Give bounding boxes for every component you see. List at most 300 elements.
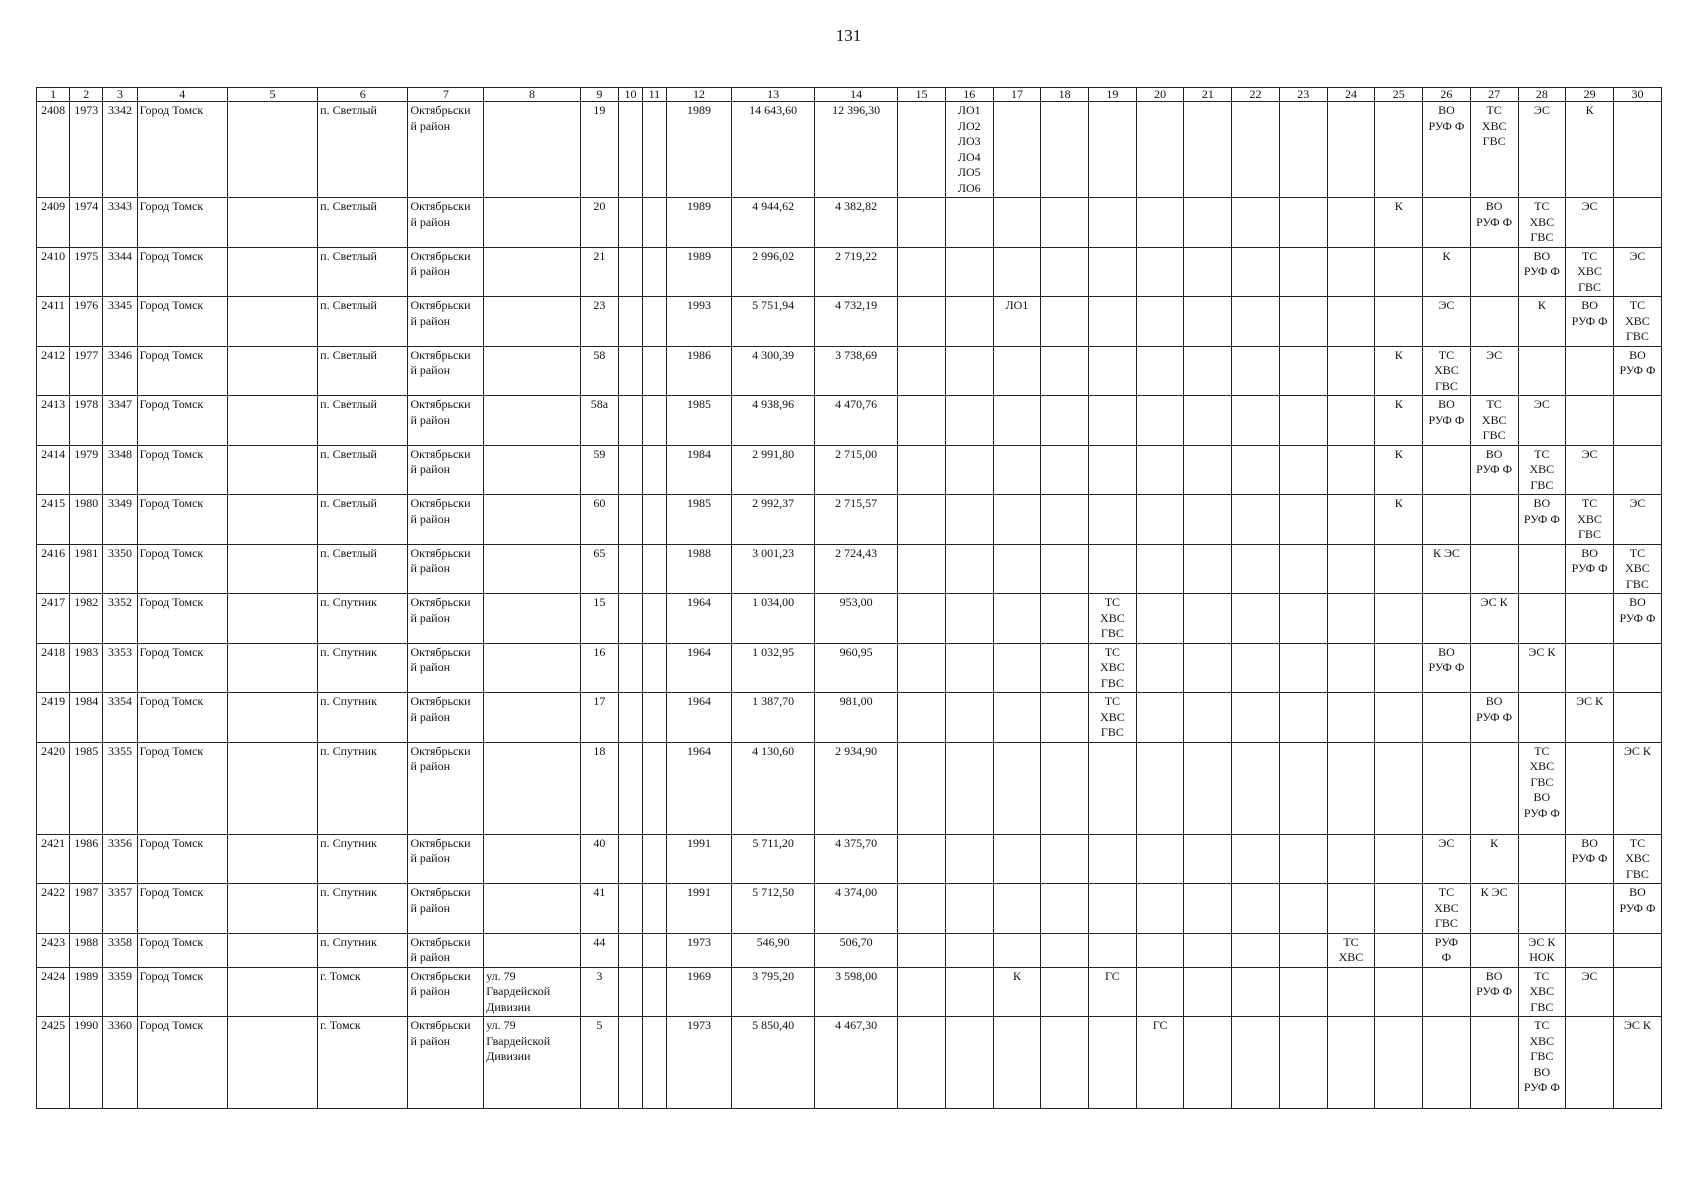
cell-col-13: 3 001,23 — [732, 544, 815, 594]
column-header-22: 22 — [1232, 88, 1280, 102]
cell-col-15 — [898, 102, 946, 198]
cell-col-27: ВО РУФ Ф — [1470, 445, 1518, 495]
cell-col-16 — [945, 346, 993, 396]
cell-col-7: Октябрьски й район — [408, 742, 484, 834]
cell-col-21 — [1184, 834, 1232, 884]
cell-col-7: Октябрьски й район — [408, 884, 484, 934]
cell-col-4: Город Томск — [137, 445, 227, 495]
cell-col-17 — [993, 346, 1041, 396]
cell-col-7: Октябрьски й район — [408, 198, 484, 248]
column-header-19: 19 — [1089, 88, 1137, 102]
cell-col-2: 1979 — [70, 445, 103, 495]
cell-col-8 — [484, 933, 581, 967]
cell-col-17 — [993, 742, 1041, 834]
cell-col-3: 3343 — [103, 198, 137, 248]
cell-col-17 — [993, 1017, 1041, 1109]
cell-col-19 — [1089, 834, 1137, 884]
cell-col-10 — [619, 544, 643, 594]
cell-col-5 — [227, 742, 317, 834]
cell-col-21 — [1184, 102, 1232, 198]
page-number: 131 — [835, 26, 862, 45]
cell-col-29: К — [1566, 102, 1614, 198]
cell-col-19 — [1089, 1017, 1137, 1109]
cell-col-5 — [227, 544, 317, 594]
cell-col-14: 2 715,00 — [815, 445, 898, 495]
cell-col-21 — [1184, 544, 1232, 594]
cell-col-23 — [1279, 247, 1327, 297]
cell-col-27: ТС ХВС ГВС — [1470, 396, 1518, 446]
cell-col-18 — [1041, 1017, 1089, 1109]
cell-col-20 — [1136, 495, 1184, 545]
cell-col-5 — [227, 346, 317, 396]
cell-col-29: ВО РУФ Ф — [1566, 297, 1614, 347]
cell-col-25 — [1375, 643, 1423, 693]
cell-col-16 — [945, 933, 993, 967]
cell-col-30: ВО РУФ Ф — [1613, 884, 1661, 934]
column-header-11: 11 — [642, 88, 666, 102]
cell-col-19: ТС ХВС ГВС — [1089, 693, 1137, 743]
cell-col-28: ВО РУФ Ф — [1518, 495, 1566, 545]
cell-col-25: К — [1375, 495, 1423, 545]
cell-col-11 — [642, 445, 666, 495]
cell-col-3: 3359 — [103, 967, 137, 1017]
cell-col-30: ТС ХВС ГВС — [1613, 834, 1661, 884]
cell-col-2: 1975 — [70, 247, 103, 297]
cell-col-27: ЭС — [1470, 346, 1518, 396]
cell-col-2: 1973 — [70, 102, 103, 198]
cell-col-29: ЭС — [1566, 445, 1614, 495]
cell-col-28: ТС ХВС ГВС — [1518, 445, 1566, 495]
column-header-20: 20 — [1136, 88, 1184, 102]
table-row — [37, 967, 1662, 1017]
cell-col-15 — [898, 643, 946, 693]
cell-col-21 — [1184, 247, 1232, 297]
cell-col-28 — [1518, 884, 1566, 934]
cell-col-15 — [898, 884, 946, 934]
cell-col-20 — [1136, 198, 1184, 248]
cell-col-23 — [1279, 495, 1327, 545]
cell-col-14: 981,00 — [815, 693, 898, 743]
column-header-27: 27 — [1470, 88, 1518, 102]
cell-col-25 — [1375, 933, 1423, 967]
cell-col-7: Октябрьски й район — [408, 297, 484, 347]
cell-col-22 — [1232, 495, 1280, 545]
cell-col-17 — [993, 445, 1041, 495]
cell-col-16 — [945, 693, 993, 743]
cell-col-27 — [1470, 544, 1518, 594]
cell-col-7: Октябрьски й район — [408, 544, 484, 594]
cell-col-23 — [1279, 396, 1327, 446]
cell-col-22 — [1232, 544, 1280, 594]
cell-col-12: 1969 — [666, 967, 731, 1017]
cell-col-1: 2421 — [37, 834, 70, 884]
column-header-5: 5 — [227, 88, 317, 102]
cell-col-3: 3347 — [103, 396, 137, 446]
cell-col-20 — [1136, 247, 1184, 297]
cell-col-6: п. Спутник — [318, 933, 408, 967]
cell-col-21 — [1184, 1017, 1232, 1109]
cell-col-16 — [945, 198, 993, 248]
cell-col-11 — [642, 297, 666, 347]
cell-col-17 — [993, 495, 1041, 545]
cell-col-26 — [1423, 445, 1471, 495]
cell-col-18 — [1041, 933, 1089, 967]
cell-col-19: ТС ХВС ГВС — [1089, 643, 1137, 693]
register-table — [36, 87, 1662, 1109]
cell-col-20 — [1136, 933, 1184, 967]
cell-col-10 — [619, 445, 643, 495]
cell-col-5 — [227, 198, 317, 248]
cell-col-15 — [898, 445, 946, 495]
cell-col-2: 1990 — [70, 1017, 103, 1109]
cell-col-18 — [1041, 693, 1089, 743]
cell-col-18 — [1041, 198, 1089, 248]
cell-col-19: ТС ХВС ГВС — [1089, 594, 1137, 644]
cell-col-5 — [227, 445, 317, 495]
cell-col-10 — [619, 396, 643, 446]
cell-col-24 — [1327, 693, 1375, 743]
cell-col-16 — [945, 643, 993, 693]
cell-col-16 — [945, 396, 993, 446]
cell-col-20 — [1136, 346, 1184, 396]
column-header-10: 10 — [619, 88, 643, 102]
cell-col-21 — [1184, 884, 1232, 934]
column-header-18: 18 — [1041, 88, 1089, 102]
cell-col-4: Город Томск — [137, 742, 227, 834]
cell-col-1: 2420 — [37, 742, 70, 834]
cell-col-5 — [227, 884, 317, 934]
cell-col-25 — [1375, 102, 1423, 198]
cell-col-13: 5 711,20 — [732, 834, 815, 884]
cell-col-18 — [1041, 742, 1089, 834]
cell-col-2: 1980 — [70, 495, 103, 545]
cell-col-29: ЭС К — [1566, 693, 1614, 743]
cell-col-1: 2415 — [37, 495, 70, 545]
cell-col-6: п. Спутник — [318, 884, 408, 934]
cell-col-20 — [1136, 297, 1184, 347]
cell-col-30: ЭС К — [1613, 742, 1661, 834]
cell-col-26: РУФ Ф — [1423, 933, 1471, 967]
cell-col-8 — [484, 834, 581, 884]
column-header-4: 4 — [137, 88, 227, 102]
cell-col-15 — [898, 198, 946, 248]
cell-col-8 — [484, 102, 581, 198]
cell-col-15 — [898, 1017, 946, 1109]
cell-col-8 — [484, 346, 581, 396]
cell-col-13: 2 991,80 — [732, 445, 815, 495]
cell-col-7: Октябрьски й район — [408, 247, 484, 297]
cell-col-3: 3356 — [103, 834, 137, 884]
cell-col-10 — [619, 247, 643, 297]
cell-col-22 — [1232, 693, 1280, 743]
cell-col-13: 4 300,39 — [732, 346, 815, 396]
cell-col-9: 60 — [580, 495, 618, 545]
cell-col-9: 41 — [580, 884, 618, 934]
cell-col-18 — [1041, 834, 1089, 884]
cell-col-3: 3352 — [103, 594, 137, 644]
cell-col-23 — [1279, 933, 1327, 967]
cell-col-22 — [1232, 247, 1280, 297]
cell-col-17 — [993, 396, 1041, 446]
cell-col-28: ТС ХВС ГВС ВО РУФ Ф — [1518, 1017, 1566, 1109]
cell-col-12: 1984 — [666, 445, 731, 495]
cell-col-15 — [898, 594, 946, 644]
cell-col-6: г. Томск — [318, 967, 408, 1017]
cell-col-23 — [1279, 643, 1327, 693]
cell-col-9: 19 — [580, 102, 618, 198]
cell-col-12: 1964 — [666, 693, 731, 743]
cell-col-6: п. Светлый — [318, 346, 408, 396]
cell-col-25 — [1375, 884, 1423, 934]
cell-col-3: 3349 — [103, 495, 137, 545]
cell-col-11 — [642, 1017, 666, 1109]
cell-col-5 — [227, 693, 317, 743]
cell-col-4: Город Томск — [137, 396, 227, 446]
cell-col-13: 1 034,00 — [732, 594, 815, 644]
table-row — [37, 594, 1662, 644]
cell-col-24 — [1327, 967, 1375, 1017]
cell-col-18 — [1041, 884, 1089, 934]
cell-col-30 — [1613, 933, 1661, 967]
column-header-6: 6 — [318, 88, 408, 102]
cell-col-24 — [1327, 1017, 1375, 1109]
cell-col-19 — [1089, 884, 1137, 934]
cell-col-19 — [1089, 247, 1137, 297]
cell-col-11 — [642, 834, 666, 884]
cell-col-10 — [619, 693, 643, 743]
cell-col-20 — [1136, 693, 1184, 743]
table-row — [37, 102, 1662, 198]
cell-col-7: Октябрьски й район — [408, 594, 484, 644]
cell-col-3: 3358 — [103, 933, 137, 967]
cell-col-30 — [1613, 102, 1661, 198]
cell-col-24 — [1327, 544, 1375, 594]
cell-col-16 — [945, 445, 993, 495]
cell-col-1: 2416 — [37, 544, 70, 594]
cell-col-26: ВО РУФ Ф — [1423, 102, 1471, 198]
cell-col-21 — [1184, 693, 1232, 743]
cell-col-7: Октябрьски й район — [408, 1017, 484, 1109]
cell-col-26: ВО РУФ Ф — [1423, 396, 1471, 446]
cell-col-24 — [1327, 346, 1375, 396]
cell-col-3: 3344 — [103, 247, 137, 297]
column-header-12: 12 — [666, 88, 731, 102]
cell-col-6: п. Светлый — [318, 495, 408, 545]
cell-col-3: 3350 — [103, 544, 137, 594]
cell-col-15 — [898, 742, 946, 834]
cell-col-10 — [619, 933, 643, 967]
cell-col-26: К ЭС — [1423, 544, 1471, 594]
cell-col-26 — [1423, 967, 1471, 1017]
cell-col-9: 15 — [580, 594, 618, 644]
cell-col-12: 1993 — [666, 297, 731, 347]
cell-col-15 — [898, 967, 946, 1017]
cell-col-24 — [1327, 198, 1375, 248]
cell-col-21 — [1184, 594, 1232, 644]
cell-col-29: ТС ХВС ГВС — [1566, 247, 1614, 297]
cell-col-15 — [898, 495, 946, 545]
cell-col-7: Октябрьски й район — [408, 693, 484, 743]
column-header-17: 17 — [993, 88, 1041, 102]
cell-col-22 — [1232, 884, 1280, 934]
cell-col-27 — [1470, 643, 1518, 693]
cell-col-28 — [1518, 834, 1566, 884]
cell-col-23 — [1279, 445, 1327, 495]
cell-col-12: 1964 — [666, 643, 731, 693]
cell-col-17 — [993, 834, 1041, 884]
cell-col-11 — [642, 643, 666, 693]
cell-col-13: 14 643,60 — [732, 102, 815, 198]
cell-col-11 — [642, 198, 666, 248]
cell-col-16 — [945, 742, 993, 834]
cell-col-26: ТС ХВС ГВС — [1423, 346, 1471, 396]
cell-col-23 — [1279, 884, 1327, 934]
table-row — [37, 495, 1662, 545]
cell-col-29 — [1566, 346, 1614, 396]
cell-col-6: п. Светлый — [318, 247, 408, 297]
cell-col-15 — [898, 396, 946, 446]
cell-col-20 — [1136, 544, 1184, 594]
cell-col-7: Октябрьски й район — [408, 346, 484, 396]
cell-col-26 — [1423, 198, 1471, 248]
cell-col-26: ВО РУФ Ф — [1423, 643, 1471, 693]
cell-col-27 — [1470, 742, 1518, 834]
cell-col-4: Город Томск — [137, 693, 227, 743]
header-row — [37, 88, 1662, 102]
cell-col-2: 1982 — [70, 594, 103, 644]
cell-col-15 — [898, 297, 946, 347]
cell-col-19 — [1089, 198, 1137, 248]
table-row — [37, 396, 1662, 446]
column-header-13: 13 — [732, 88, 815, 102]
cell-col-6: п. Спутник — [318, 834, 408, 884]
cell-col-23 — [1279, 594, 1327, 644]
cell-col-8: ул. 79 Гвардейской Дивизии — [484, 1017, 581, 1109]
cell-col-22 — [1232, 198, 1280, 248]
cell-col-3: 3346 — [103, 346, 137, 396]
cell-col-14: 2 715,57 — [815, 495, 898, 545]
column-header-29: 29 — [1566, 88, 1614, 102]
cell-col-27: ВО РУФ Ф — [1470, 198, 1518, 248]
cell-col-28: ЭС — [1518, 102, 1566, 198]
cell-col-19 — [1089, 495, 1137, 545]
column-header-26: 26 — [1423, 88, 1471, 102]
cell-col-18 — [1041, 102, 1089, 198]
cell-col-18 — [1041, 445, 1089, 495]
cell-col-15 — [898, 544, 946, 594]
cell-col-11 — [642, 967, 666, 1017]
cell-col-25 — [1375, 544, 1423, 594]
cell-col-20 — [1136, 884, 1184, 934]
cell-col-18 — [1041, 594, 1089, 644]
cell-col-18 — [1041, 396, 1089, 446]
cell-col-1: 2417 — [37, 594, 70, 644]
cell-col-25 — [1375, 1017, 1423, 1109]
table-row — [37, 933, 1662, 967]
cell-col-23 — [1279, 544, 1327, 594]
cell-col-4: Город Томск — [137, 247, 227, 297]
cell-col-10 — [619, 198, 643, 248]
cell-col-20 — [1136, 594, 1184, 644]
cell-col-2: 1989 — [70, 967, 103, 1017]
cell-col-30 — [1613, 693, 1661, 743]
cell-col-30 — [1613, 643, 1661, 693]
cell-col-15 — [898, 346, 946, 396]
cell-col-9: 23 — [580, 297, 618, 347]
cell-col-7: Октябрьски й район — [408, 495, 484, 545]
cell-col-15 — [898, 693, 946, 743]
cell-col-4: Город Томск — [137, 933, 227, 967]
cell-col-21 — [1184, 643, 1232, 693]
cell-col-20 — [1136, 445, 1184, 495]
cell-col-1: 2419 — [37, 693, 70, 743]
cell-col-14: 4 374,00 — [815, 884, 898, 934]
cell-col-18 — [1041, 544, 1089, 594]
cell-col-5 — [227, 594, 317, 644]
cell-col-14: 4 375,70 — [815, 834, 898, 884]
cell-col-8 — [484, 445, 581, 495]
cell-col-4: Город Томск — [137, 297, 227, 347]
cell-col-7: Октябрьски й район — [408, 643, 484, 693]
cell-col-7: Октябрьски й район — [408, 834, 484, 884]
cell-col-13: 2 996,02 — [732, 247, 815, 297]
cell-col-19 — [1089, 297, 1137, 347]
cell-col-9: 20 — [580, 198, 618, 248]
cell-col-4: Город Томск — [137, 643, 227, 693]
cell-col-27 — [1470, 1017, 1518, 1109]
cell-col-9: 58 — [580, 346, 618, 396]
cell-col-21 — [1184, 742, 1232, 834]
cell-col-24 — [1327, 495, 1375, 545]
cell-col-11 — [642, 594, 666, 644]
cell-col-28: ЭС К НОК — [1518, 933, 1566, 967]
cell-col-17 — [993, 643, 1041, 693]
cell-col-5 — [227, 247, 317, 297]
cell-col-17 — [993, 198, 1041, 248]
table-row — [37, 693, 1662, 743]
cell-col-9: 44 — [580, 933, 618, 967]
cell-col-5 — [227, 834, 317, 884]
cell-col-10 — [619, 1017, 643, 1109]
cell-col-12: 1986 — [666, 346, 731, 396]
cell-col-14: 4 467,30 — [815, 1017, 898, 1109]
cell-col-13: 4 130,60 — [732, 742, 815, 834]
cell-col-30: ВО РУФ Ф — [1613, 346, 1661, 396]
cell-col-14: 12 396,30 — [815, 102, 898, 198]
cell-col-25 — [1375, 834, 1423, 884]
cell-col-11 — [642, 544, 666, 594]
cell-col-22 — [1232, 297, 1280, 347]
cell-col-6: п. Светлый — [318, 297, 408, 347]
cell-col-27: ЭС К — [1470, 594, 1518, 644]
cell-col-27: ТС ХВС ГВС — [1470, 102, 1518, 198]
cell-col-24 — [1327, 884, 1375, 934]
cell-col-14: 4 732,19 — [815, 297, 898, 347]
cell-col-19 — [1089, 742, 1137, 834]
cell-col-3: 3353 — [103, 643, 137, 693]
cell-col-26: ЭС — [1423, 834, 1471, 884]
table-row — [37, 884, 1662, 934]
cell-col-29 — [1566, 884, 1614, 934]
cell-col-2: 1981 — [70, 544, 103, 594]
table-row — [37, 247, 1662, 297]
cell-col-12: 1989 — [666, 102, 731, 198]
cell-col-4: Город Томск — [137, 495, 227, 545]
cell-col-18 — [1041, 967, 1089, 1017]
cell-col-2: 1976 — [70, 297, 103, 347]
cell-col-19 — [1089, 396, 1137, 446]
cell-col-28: К — [1518, 297, 1566, 347]
